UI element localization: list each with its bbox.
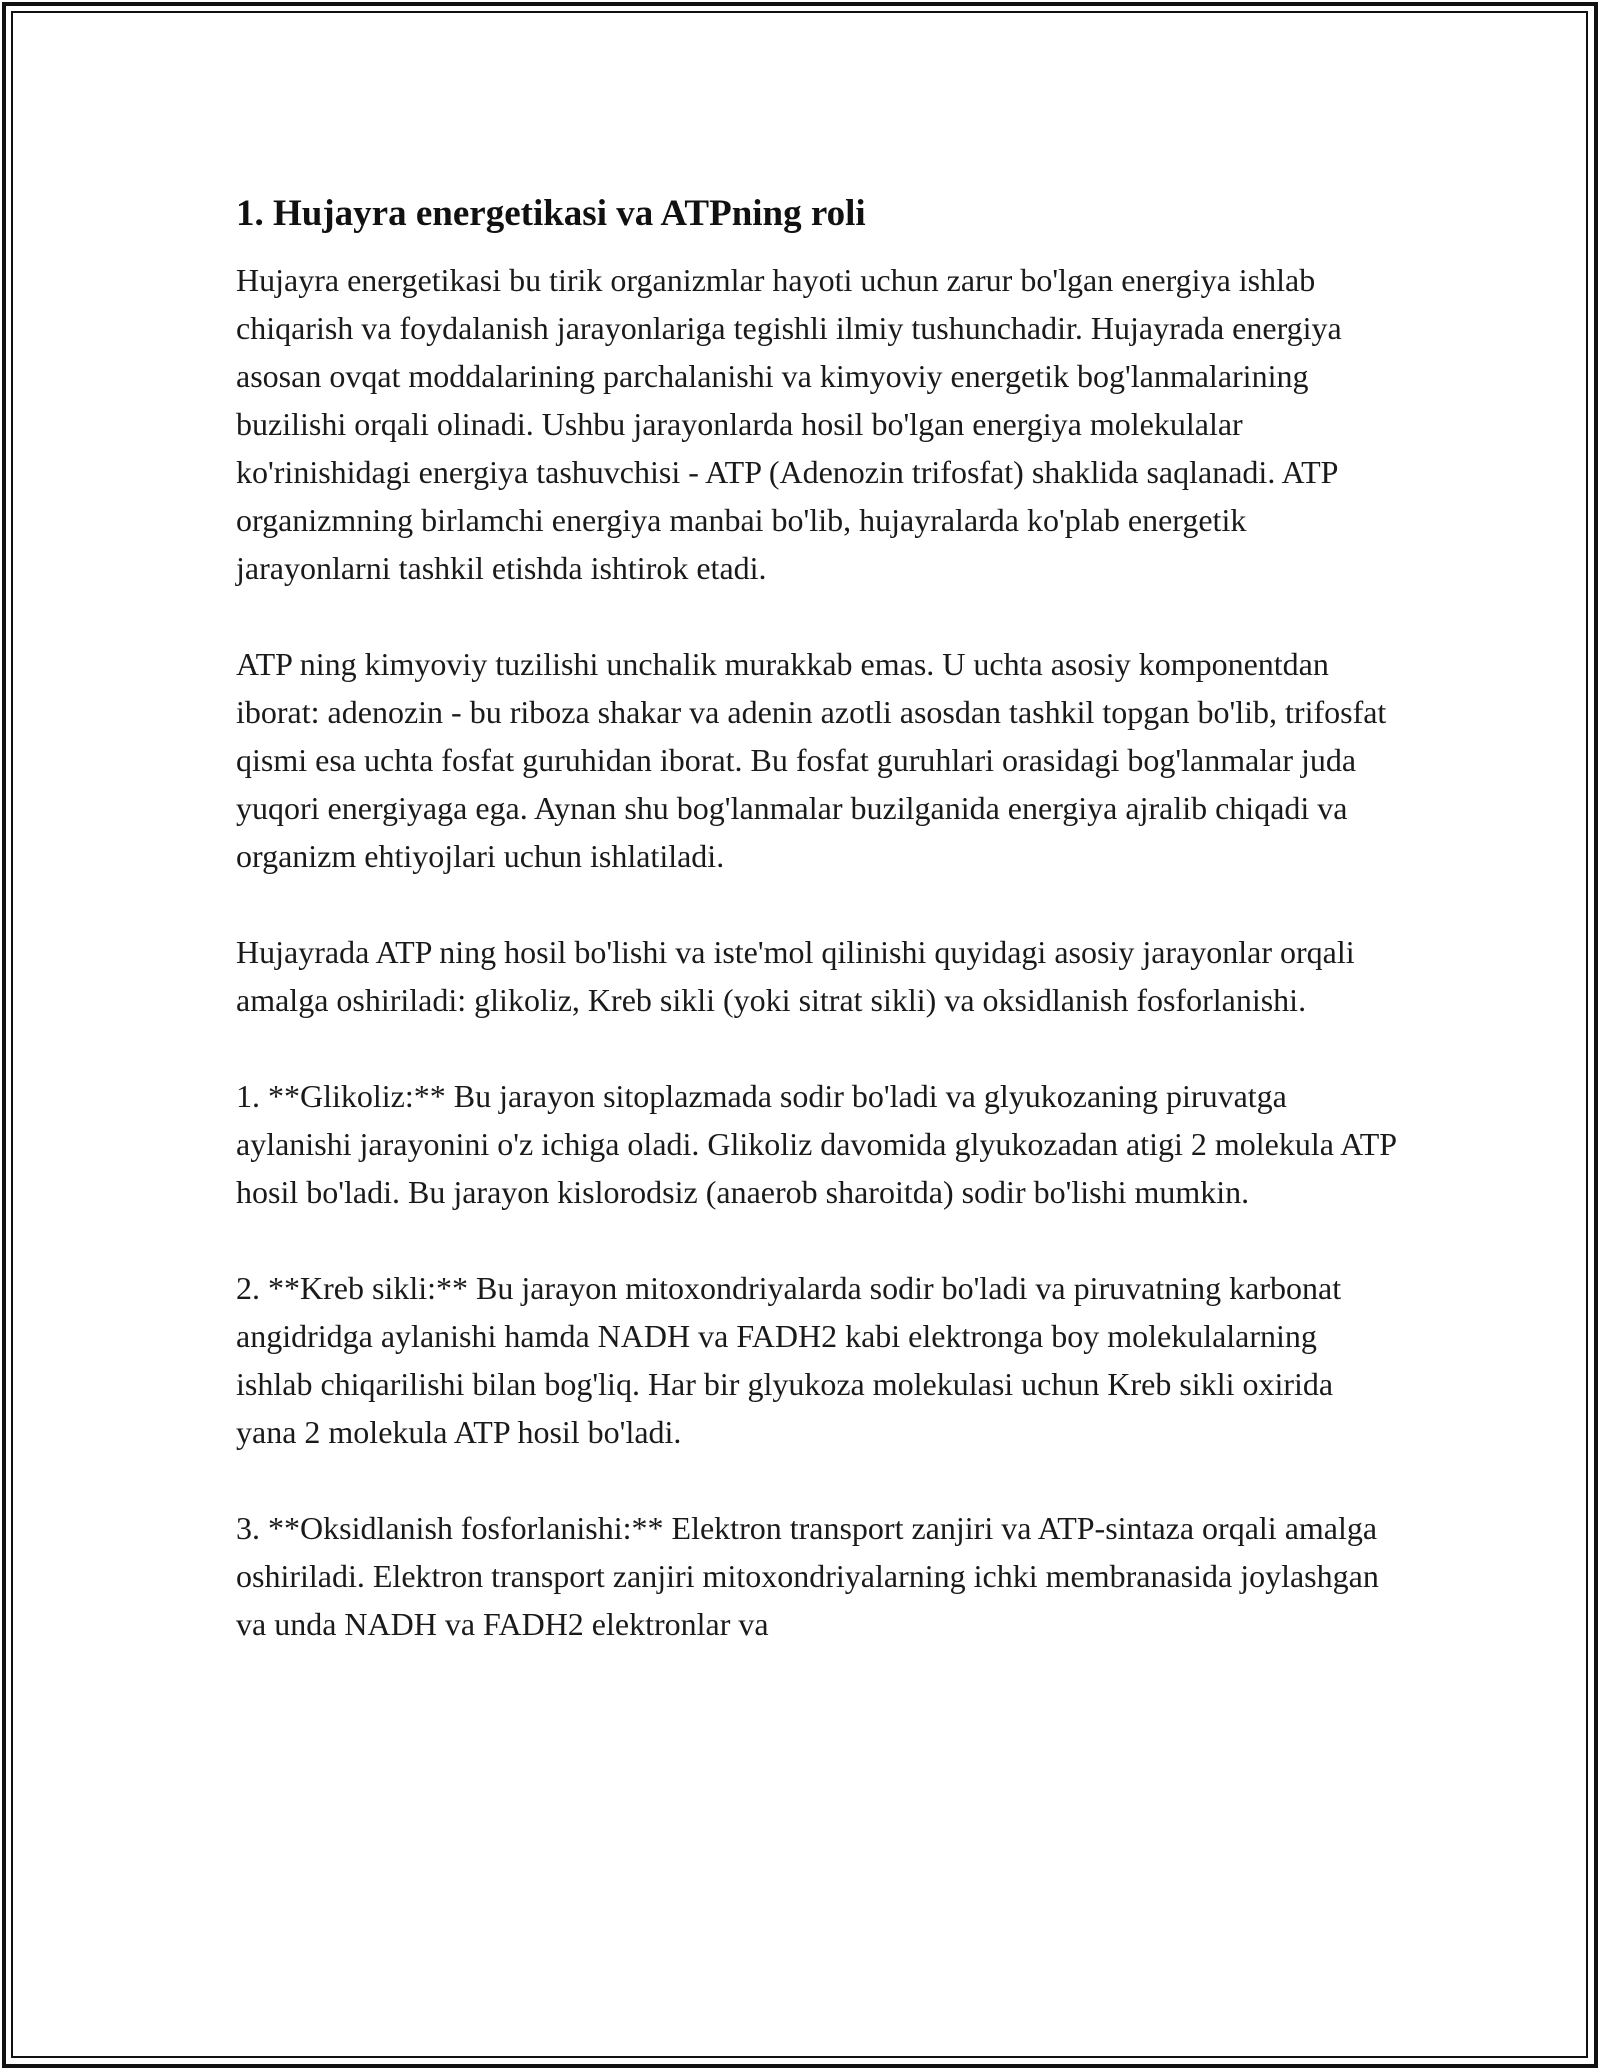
- section-title: 1. Hujayra energetikasi va ATPning roli: [236, 193, 866, 234]
- paragraph-atp-structure: ATP ning kimyoviy tuzilishi unchalik murakkab emas. U uchta asosiy komponentdan iborat: adenozin - bu riboza shakar va adenin azotli asosdan tashkil topgan bo'lib, trifosfat qismi esa uchta fosfat guruhidan iborat. Bu fosfat guruhlari orasidagi bog'lanmalar juda yuqori energiyaga ega. Aynan shu bog'lanmalar buzilganida energiya ajralib chiqadi va organizm ehtiyojlari uchun ishlatiladi.: [236, 646, 1387, 874]
- paragraph-krebs-cycle: 2. **Kreb sikli:** Bu jarayon mitoxondriyalarda sodir bo'ladi va piruvatning karbonat angidridga aylanishi hamda NADH va FADH2 kabi elektronga boy molekulalarning ishlab chiqarilishi bilan bog'liq. Har bir glyukoza molekulasi uchun Kreb sikli oxirida yana 2 molekula ATP hosil bo'ladi.: [236, 1270, 1342, 1450]
- paragraph-atp-processes: Hujayrada ATP ning hosil bo'lishi va iste'mol qilinishi quyidagi asosiy jarayonlar orqali amalga oshiriladi: glikoliz, Kreb sikli (yoki sitrat sikli) va oksidlanish fosforlanishi.: [236, 934, 1355, 1018]
- document-body: [236, 188, 1396, 1696]
- paragraph-oxidative-phosphorylation: 3. **Oksidlanish fosforlanishi:** Elektron transport zanjiri va ATP-sintaza orqali amalga oshiriladi. Elektron transport zanjiri mitoxondriyalarning ichki membranasida joylashgan va unda NADH va FADH2 elektronlar va: [236, 1510, 1379, 1642]
- paragraph-intro: Hujayra energetikasi bu tirik organizmlar hayoti uchun zarur bo'lgan energiya ishlab chiqarish va foydalanish jarayonlariga tegishli ilmiy tushunchadir. Hujayrada energiya asosan ovqat moddalarining parchalanishi va kimyoviy energetik bog'lanmalarining buzilishi orqali olinadi. Ushbu jarayonlarda hosil bo'lgan energiya molekulalar ko'rinishidagi energiya tashuvchisi - ATP (Adenozin trifosfat) shaklida saqlanadi. ATP organizmning birlamchi energiya manbai bo'lib, hujayralarda ko'plab energetik jarayonlarni tashkil etishda ishtirok etadi.: [236, 262, 1342, 586]
- paragraph-glycolysis: 1. **Glikoliz:** Bu jarayon sitoplazmada sodir bo'ladi va glyukozaning piruvatga aylanishi jarayonini o'z ichiga oladi. Glikoliz davomida glyukozadan atigi 2 molekula ATP hosil bo'ladi. Bu jarayon kislorodsiz (anaerob sharoitda) sodir bo'lishi mumkin.: [236, 1078, 1396, 1210]
